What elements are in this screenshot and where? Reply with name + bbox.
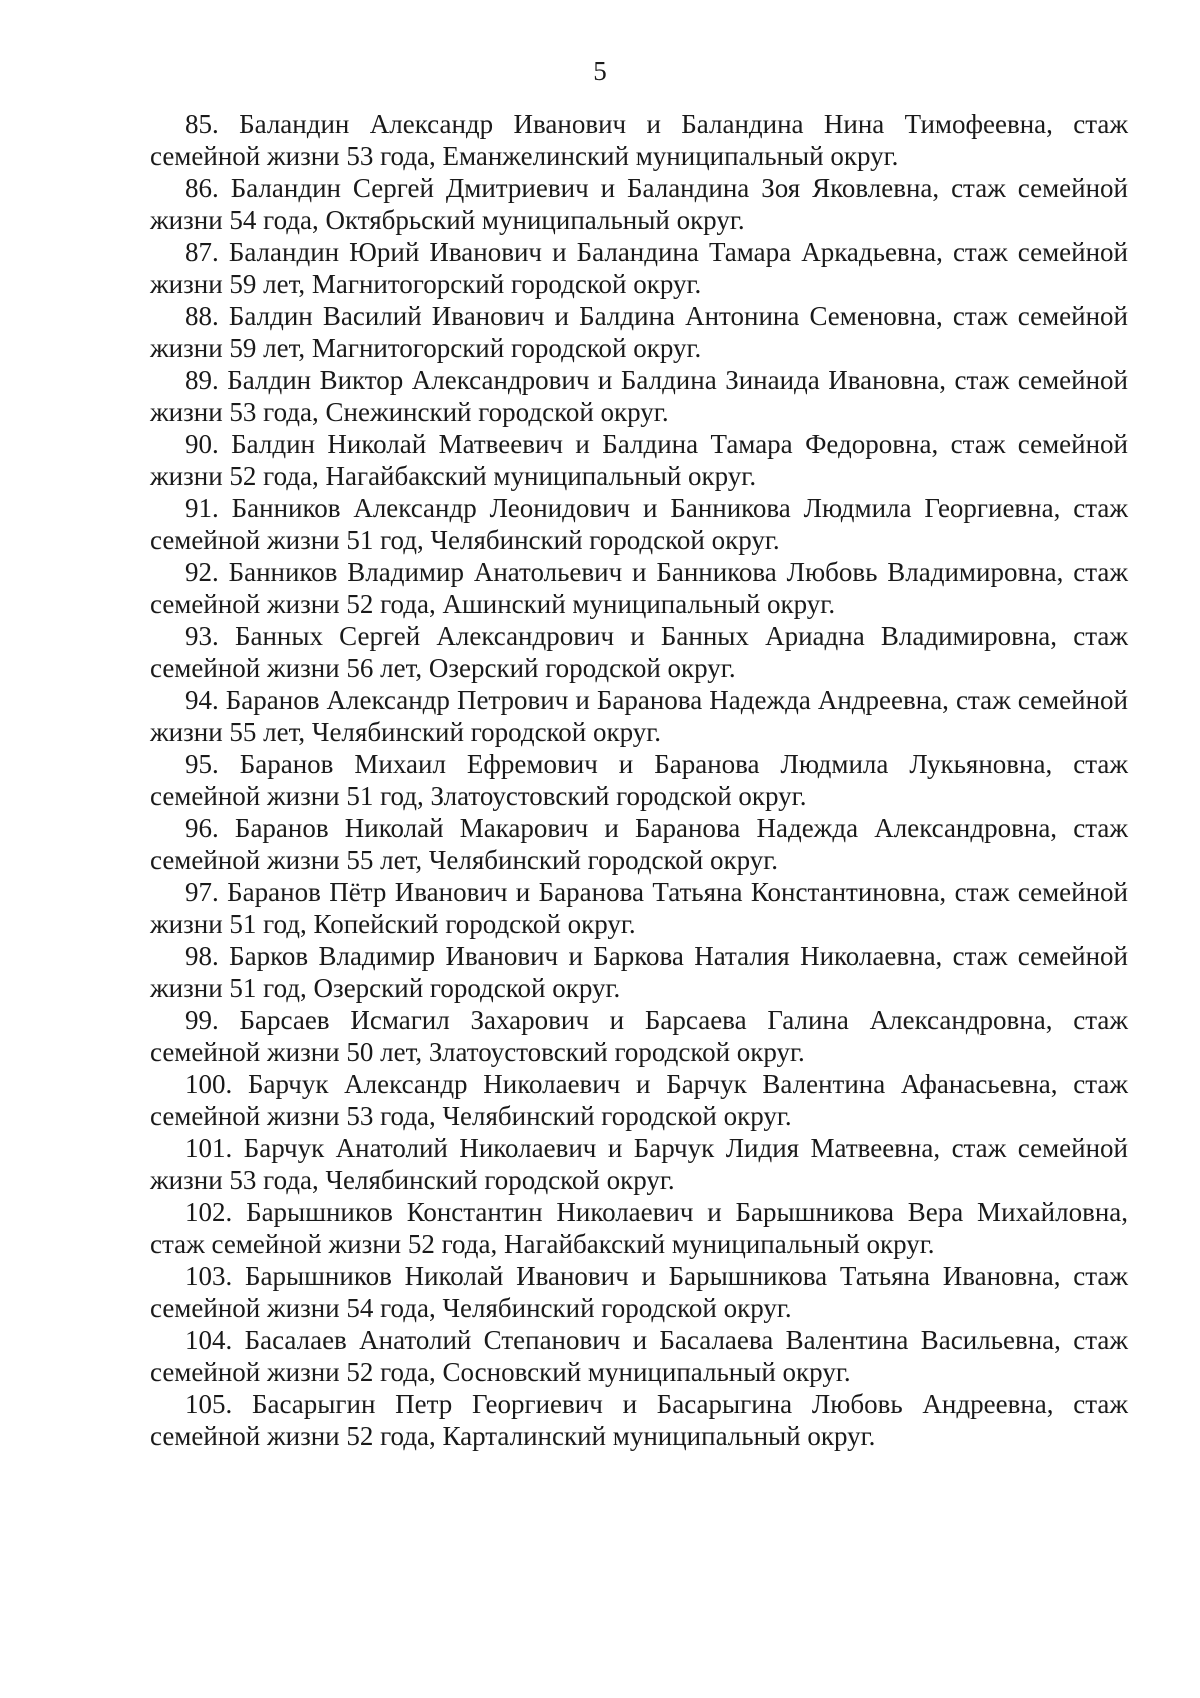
list-item: 90. Балдин Николай Матвеевич и Балдина Тамара Федоровна, стаж семейной жизни 52 года, Нагайбакский муниципальный округ. [150, 429, 1128, 491]
list-item: 99. Барсаев Исмагил Захарович и Барсаева Галина Александровна, стаж семейной жизни 50 лет, Златоустовский городской округ. [150, 1005, 1128, 1067]
list-item: 95. Баранов Михаил Ефремович и Баранова Людмила Лукьяновна, стаж семейной жизни 51 год, Златоустовский городской округ. [150, 749, 1128, 811]
list-item: 98. Барков Владимир Иванович и Баркова Наталия Николаевна, стаж семейной жизни 51 год, Озерский городской округ. [150, 941, 1128, 1003]
list-item: 89. Балдин Виктор Александрович и Балдина Зинаида Ивановна, стаж семейной жизни 53 года, Снежинский городской округ. [150, 365, 1128, 427]
list-item: 103. Барышников Николай Иванович и Барышникова Татьяна Ивановна, стаж семейной жизни 54 года, Челябинский городской округ. [150, 1261, 1128, 1323]
entry-list [150, 108, 1128, 1452]
list-item: 101. Барчук Анатолий Николаевич и Барчук Лидия Матвеевна, стаж семейной жизни 53 года, Челябинский городской округ. [150, 1133, 1128, 1195]
page-number: 5 [593, 56, 607, 86]
list-item: 96. Баранов Николай Макарович и Баранова Надежда Александровна, стаж семейной жизни 55 лет, Челябинский городской округ. [150, 813, 1128, 875]
list-item: 105. Басарыгин Петр Георгиевич и Басарыгина Любовь Андреевна, стаж семейной жизни 52 года, Карталинский муниципальный округ. [150, 1389, 1128, 1451]
list-item: 94. Баранов Александр Петрович и Баранова Надежда Андреевна, стаж семейной жизни 55 лет, Челябинский городской округ. [150, 685, 1128, 747]
list-item: 104. Басалаев Анатолий Степанович и Басалаева Валентина Васильевна, стаж семейной жизни 52 года, Сосновский муниципальный округ. [150, 1325, 1128, 1387]
list-item: 102. Барышников Константин Николаевич и Барышникова Вера Михайловна, стаж семейной жизни 52 года, Нагайбакский муниципальный округ. [150, 1197, 1128, 1259]
list-item: 93. Банных Сергей Александрович и Банных Ариадна Владимировна, стаж семейной жизни 56 лет, Озерский городской округ. [150, 621, 1128, 683]
list-item: 85. Баландин Александр Иванович и Баландина Нина Тимофеевна, стаж семейной жизни 53 года, Еманжелинский муниципальный округ. [150, 109, 1128, 171]
list-item: 86. Баландин Сергей Дмитриевич и Баландина Зоя Яковлевна, стаж семейной жизни 54 года, Октябрьский муниципальный округ. [150, 173, 1128, 235]
list-item: 87. Баландин Юрий Иванович и Баландина Тамара Аркадьевна, стаж семейной жизни 59 лет, Магнитогорский городской округ. [150, 237, 1128, 299]
list-item: 91. Банников Александр Леонидович и Банникова Людмила Георгиевна, стаж семейной жизни 51 год, Челябинский городской округ. [150, 493, 1128, 555]
list-item: 100. Барчук Александр Николаевич и Барчук Валентина Афанасьевна, стаж семейной жизни 53 года, Челябинский городской округ. [150, 1069, 1128, 1131]
list-item: 97. Баранов Пётр Иванович и Баранова Татьяна Константиновна, стаж семейной жизни 51 год, Копейский городской округ. [150, 877, 1128, 939]
list-item: 92. Банников Владимир Анатольевич и Банникова Любовь Владимировна, стаж семейной жизни 52 года, Ашинский муниципальный округ. [150, 557, 1128, 619]
list-item: 88. Балдин Василий Иванович и Балдина Антонина Семеновна, стаж семейной жизни 59 лет, Магнитогорский городской округ. [150, 301, 1128, 363]
